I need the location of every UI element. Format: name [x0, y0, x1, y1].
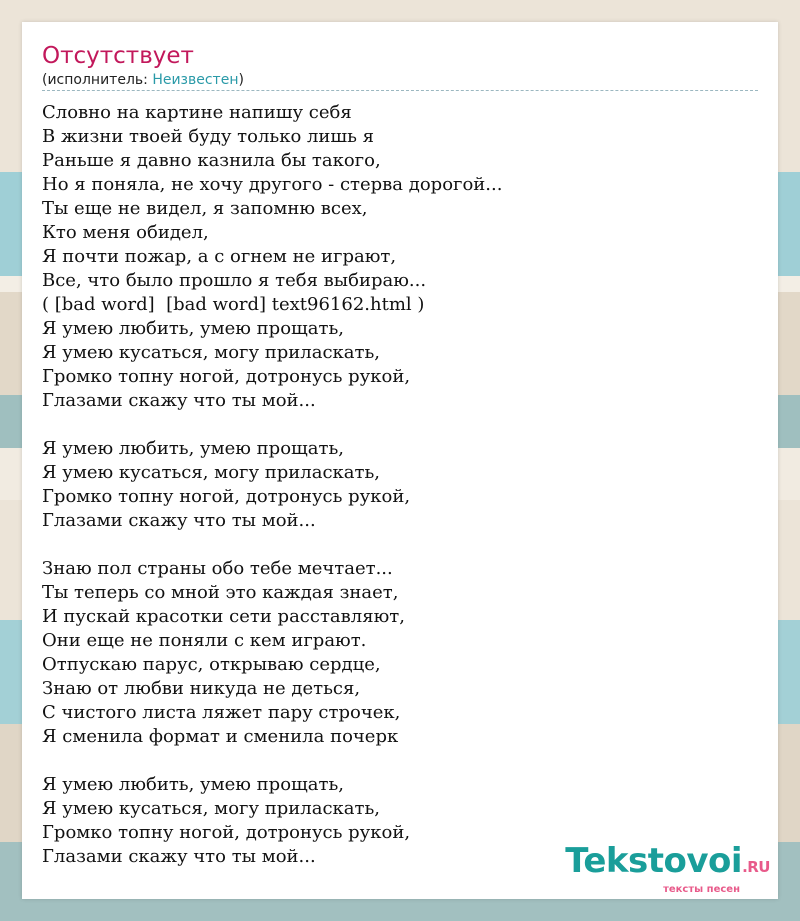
logo-tagline: тексты песен: [663, 884, 740, 895]
logo-domain: .RU: [742, 858, 770, 876]
title-divider: [42, 90, 758, 91]
site-logo[interactable]: [560, 843, 770, 895]
logo-name: Tekstovoi: [565, 841, 743, 881]
artist-line: [42, 71, 244, 89]
logo-wordmark: [560, 843, 770, 885]
artist-suffix: ): [238, 72, 244, 88]
artist-prefix: (исполнитель:: [42, 72, 153, 88]
artist-link[interactable]: Неизвестен: [152, 72, 239, 88]
lyrics-text: Словно на картине напишу себя В жизни твоей буду только лишь я Раньше я давно казнила бы такого, Но я поняла, не хочу другого - стерва дорогой... Ты еще не видел, я запомню всех, Кто меня обидел, Я почти пожар, а с огнем не играют, Все, что было прошло я тебя выбираю... ( [bad word] [bad word] text96162.html ) Я умею любить, умею прощать, Я умею кусаться, могу приласкать, Громко топну ногой, дотронусь рукой, Глазами скажу что ты мой... Я умею любить, умею прощать, Я умею кусаться, могу приласкать, Громко топну ногой, дотронусь рукой, Глазами скажу что ты мой... Знаю пол страны обо тебе мечтает... Ты теперь со мной это каждая знает, И пускай красотки сети расставляют, Они еще не поняли с кем играют. Отпускаю парус, открываю сердце, Знаю от любви никуда не деться, С чистого листа ляжет пару строчек, Я сменила формат и сменила почерк Я умею любить, умею прощать, Я умею кусаться, могу приласкать, Громко топну ногой, дотронусь рукой, Глазами скажу что ты мой...: [42, 102, 503, 867]
song-title: Отсутствует: [42, 43, 194, 69]
lyrics-card: [22, 22, 778, 899]
